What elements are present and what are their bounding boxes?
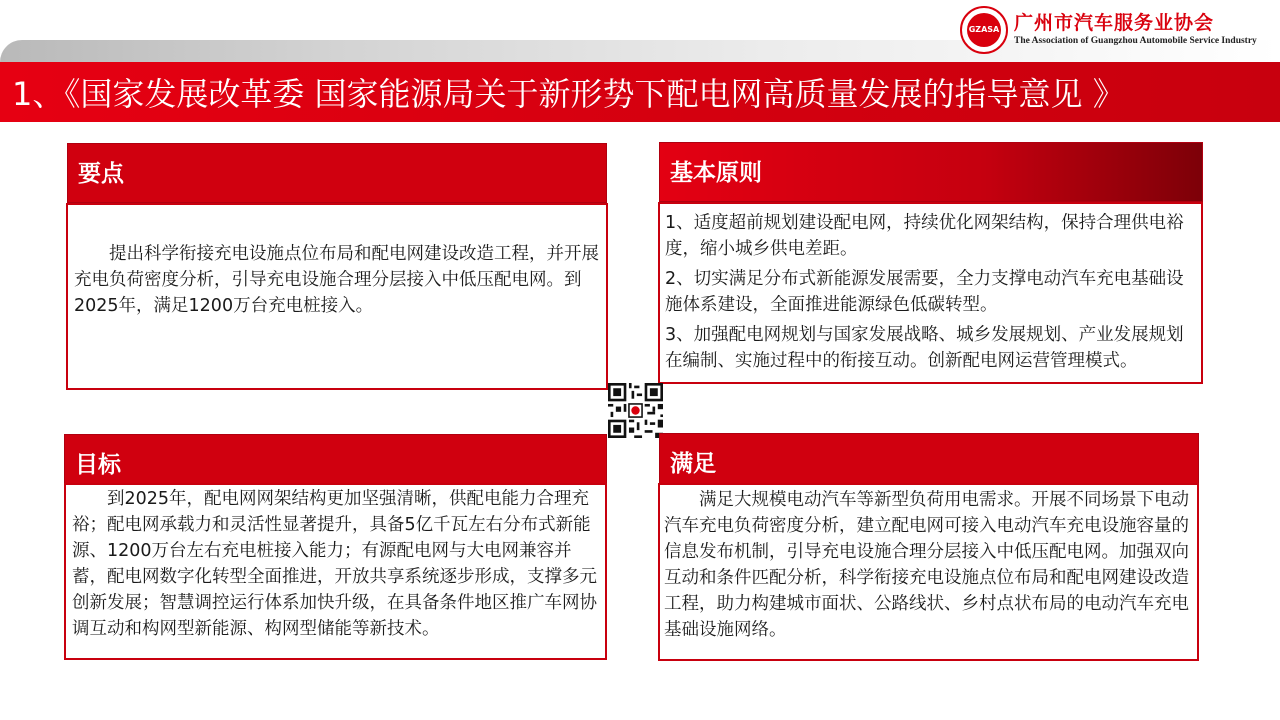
- logo-name-en: The Association of Guangzhou Automobile Service Industry: [1014, 36, 1257, 46]
- goals-heading: 目标: [64, 434, 607, 494]
- association-logo: [960, 6, 1270, 56]
- key-points-heading: 要点: [67, 143, 607, 203]
- logo-seal-text: GZASA: [967, 13, 1001, 47]
- qr-code-icon: [608, 383, 663, 438]
- satisfy-body: [658, 483, 1199, 661]
- logo-seal-icon: [960, 6, 1008, 54]
- principle-item-1: 1、适度超前规划建设配电网，持续优化网架结构，保持合理供电裕度，缩小城乡供电差距。: [665, 213, 1184, 259]
- goals-body: [64, 483, 607, 660]
- logo-name-cn: 广州市汽车服务业协会: [1014, 12, 1215, 34]
- principles-body: [658, 202, 1203, 384]
- key-points-text: 提出科学衔接充电设施点位布局和配电网建设改造工程，并开展充电负荷密度分析，引导充电设施合理分层接入中低压配电网。到2025年，满足1200万台充电桩接入。: [74, 244, 599, 316]
- satisfy-heading: 满足: [659, 433, 1199, 493]
- key-points-body: [66, 203, 608, 390]
- principles-heading: 基本原则: [659, 142, 1203, 202]
- page-title: 1、《国家发展改革委 国家能源局关于新形势下配电网高质量发展的指导意见 》: [12, 75, 1125, 113]
- principle-item-3: 3、加强配电网规划与国家发展战略、城乡发展规划、产业发展规划在编制、实施过程中的衔接互动。创新配电网运营管理模式。: [665, 325, 1184, 371]
- satisfy-text: 满足大规模电动汽车等新型负荷用电需求。开展不同场景下电动汽车充电负荷密度分析，建立配电网可接入电动汽车充电设施容量的信息发布机制，引导充电设施合理分层接入中低压配电网。加强双向互动和条件匹配分析，科学衔接充电设施点位布局和配电网建设改造工程，助力构建城市面状、公路线状、乡村点状布局的电动汽车充电基础设施网络。: [664, 490, 1189, 640]
- principle-item-2: 2、切实满足分布式新能源发展需要，全力支撑电动汽车充电基础设施体系建设，全面推进能源绿色低碳转型。: [665, 269, 1184, 315]
- goals-text: 到2025年，配电网网架结构更加坚强清晰，供配电能力合理充裕；配电网承载力和灵活性显著提升，具备5亿千瓦左右分布式新能源、1200万台左右充电桩接入能力；有源配电网与大电网兼容并蓄，配电网数字化转型全面推进，开放共享系统逐步形成，支撑多元创新发展；智慧调控运行体系加快升级，在具备条件地区推广车网协调互动和构网型新能源、构网型储能等新技术。: [72, 489, 597, 639]
